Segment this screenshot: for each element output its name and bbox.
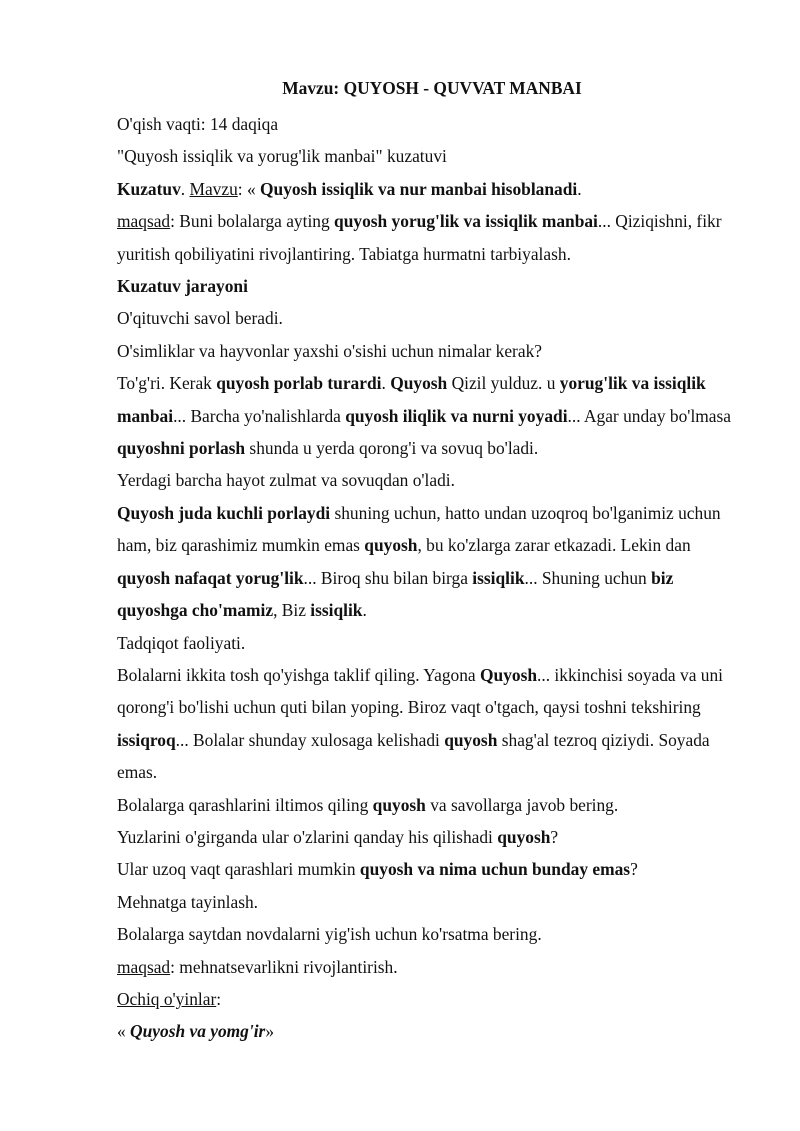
paragraph: [117, 367, 747, 464]
page-title: Mavzu: QUYOSH - QUVVAT MANBAI: [282, 78, 582, 98]
text-run: maqsad: [117, 211, 171, 232]
game-title: [117, 1015, 747, 1047]
paragraph: [117, 789, 747, 821]
text-run: Bolalarni ikkita tosh qo'yishga taklif qiling. Yagona: [117, 664, 480, 685]
paragraph: Bolalarga saytdan novdalarni yig'ish uchun ko'rsatma bering.: [117, 924, 542, 945]
text-run: Quyosh issiqlik va nur manbai hisoblanadi: [260, 178, 578, 199]
paragraph-games: [117, 983, 747, 1015]
text-run: : «: [237, 178, 261, 199]
text-run: Ular uzoq vaqt qarashlari mumkin: [117, 859, 360, 880]
text-run: , bu ko'zlarga zarar etkazadi. Lekin dan: [417, 535, 691, 556]
text-run: Quyosh: [480, 664, 538, 685]
text-run: quyosh yorug'lik va issiqlik manbai: [334, 211, 598, 232]
text-run: ... Biroq shu bilan birga: [303, 567, 473, 588]
document-page: [117, 76, 747, 1048]
text-run: maqsad: [117, 956, 171, 977]
text-run: issiqlik: [310, 600, 363, 621]
paragraph-goal-2: [117, 951, 747, 983]
text-run: yorug'lik va issiqlik manbai: [117, 373, 706, 426]
text-run: Bolalarga qarashlarini iltimos qiling: [117, 794, 373, 815]
text-run: issiqlik: [472, 567, 525, 588]
observation-heading: "Quyosh issiqlik va yorug'lik manbai" kuzatuvi: [117, 146, 447, 167]
paragraph: [117, 853, 747, 885]
paragraph: O'qituvchi savol beradi.: [117, 308, 283, 329]
text-run: ... Bolalar shunday xulosaga kelishadi: [175, 729, 445, 750]
text-run: .: [381, 373, 391, 394]
text-run: quyosh: [364, 535, 418, 556]
paragraph-topic: [117, 173, 747, 205]
text-run: , Biz: [273, 600, 311, 621]
text-run: ... Shuning uchun: [524, 567, 652, 588]
paragraph: [117, 821, 747, 853]
text-run: quyosh iliqlik va nurni yoyadi: [345, 405, 568, 426]
text-run: : mehnatsevarlikni rivojlantirish.: [170, 956, 398, 977]
text-run: Kuzatuv: [117, 178, 181, 199]
text-run: quyosh: [444, 729, 498, 750]
text-run: Yuzlarini o'girganda ular o'zlarini qanday his qilishadi: [117, 826, 498, 847]
paragraph: Tadqiqot faoliyati.: [117, 632, 246, 653]
paragraph: [117, 659, 747, 789]
paragraph-goal: [117, 205, 747, 270]
text-run: Quyosh va yomg'ir: [130, 1021, 266, 1042]
paragraph: Yerdagi barcha hayot zulmat va sovuqdan o'ladi.: [117, 470, 455, 491]
text-run: ... Agar unday bo'lmasa: [567, 405, 732, 426]
text-run: To'g'ri. Kerak: [117, 373, 217, 394]
paragraph: [117, 497, 747, 627]
text-run: .: [577, 178, 582, 199]
text-run: .: [362, 600, 367, 621]
text-run: »: [265, 1021, 275, 1042]
text-run: «: [117, 1021, 131, 1042]
text-run: :: [216, 988, 222, 1009]
text-run: Quyosh juda kuchli porlaydi: [117, 502, 331, 523]
text-run: quyosh: [497, 826, 551, 847]
text-run: Qizil yulduz. u: [447, 373, 560, 394]
text-run: quyosh va nima uchun bunday emas: [359, 859, 631, 880]
reading-time: O'qish vaqti: 14 daqiqa: [117, 114, 279, 134]
text-run: quyosh: [372, 794, 426, 815]
section-heading: [117, 270, 747, 302]
text-run: Ochiq o'yinlar: [117, 988, 217, 1009]
text-run: biz quyoshga cho'mamiz: [117, 567, 674, 621]
text-run: issiqroq: [117, 729, 176, 750]
text-run: : Buni bolalarga ayting: [170, 211, 335, 232]
text-run: ... ikkinchisi soyada va uni qorong'i bo'lishi uchun quti bilan yoping. Biroz vaqt o'tgach, qaysi toshni tekshiring: [117, 664, 723, 718]
text-run: quyosh porlab turardi: [216, 373, 382, 394]
text-run: shuning uchun, hatto undan uzoqroq bo'lganimiz uchun ham, biz qarashimiz mumkin emas: [117, 502, 721, 556]
text-run: Kuzatuv jarayoni: [117, 276, 248, 297]
text-run: ... Barcha yo'nalishlarda: [173, 405, 346, 426]
text-run: ?: [630, 859, 638, 880]
text-run: quyosh nafaqat yorug'lik: [117, 567, 304, 588]
text-run: va savollarga javob bering.: [425, 794, 619, 815]
text-run: shag'al tezroq qiziydi. Soyada emas.: [117, 729, 710, 783]
text-run: .: [180, 178, 190, 199]
text-run: quyoshni porlash: [117, 438, 246, 459]
text-run: Quyosh: [390, 373, 448, 394]
text-run: Mavzu: [189, 178, 238, 199]
text-run: shunda u yerda qorong'i va sovuq bo'ladi.: [245, 438, 539, 459]
paragraph: O'simliklar va hayvonlar yaxshi o'sishi uchun nimalar kerak?: [117, 340, 542, 361]
text-run: ?: [550, 826, 559, 847]
paragraph: Mehnatga tayinlash.: [117, 891, 259, 912]
text-run: ... Qiziqishni, fikr yuritish qobiliyatini rivojlantiring. Tabiatga hurmatni tarbiyalash.: [117, 211, 722, 264]
